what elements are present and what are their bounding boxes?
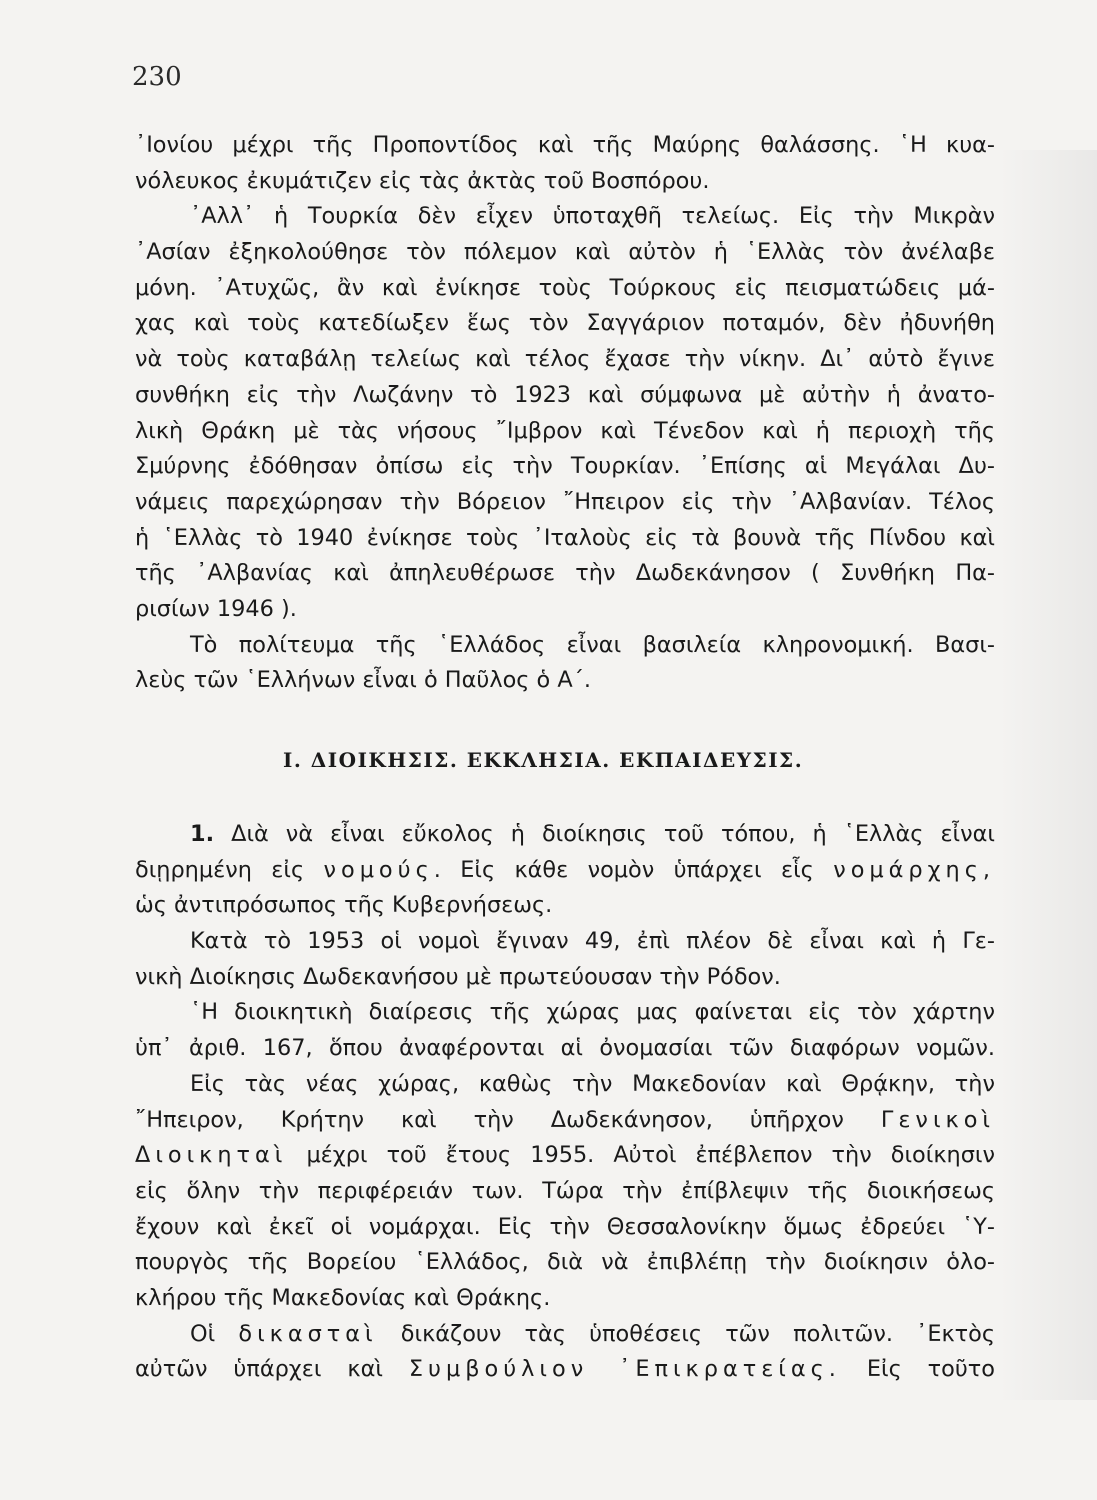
text-fragment: Οἱ bbox=[190, 1320, 216, 1347]
text-line: ἔχουν καὶ ἐκεῖ οἱ νομάρχαι. Εἰς τὴν Θεσσαλονίκην ὅμως ἐδρεύει ῾Υ- bbox=[135, 1213, 995, 1240]
text-line bbox=[135, 1138, 995, 1174]
text-line: νόλευκος ἐκυμάτιζεν εἰς τὰς ἀκτὰς τοῦ Βοσπόρου. bbox=[135, 167, 710, 194]
text-fragment: διῃρημένη εἰς bbox=[135, 856, 305, 883]
text-line: πουργὸς τῆς Βορείου ῾Ελλάδος, διὰ νὰ ἐπιβλέπῃ τὴν διοίκησιν ὁλο- bbox=[135, 1249, 995, 1276]
page-edge-shadow bbox=[1000, 150, 1097, 1400]
text-line: τῆς ᾿Αλβανίας καὶ ἀπηλευθέρωσε τὴν Δωδεκάνησον ( Συνθήκη Πα- bbox=[135, 560, 995, 587]
text-line: νάμεις παρεχώρησαν τὴν Βόρειον ῎Ηπειρον εἰς τὴν ᾿Αλβανίαν. Τέλος bbox=[135, 488, 995, 515]
emphasized-term: Συμβούλιον ᾿Επικρατείας. bbox=[408, 1356, 841, 1383]
emphasized-term: Γενικοὶ bbox=[880, 1106, 995, 1133]
page-number: 230 bbox=[132, 62, 182, 92]
text-line: ὡς ἀντιπρόσωπος τῆς Κυβερνήσεως. bbox=[135, 892, 553, 919]
text-line bbox=[135, 1352, 995, 1388]
text-fragment: Εἰς τοῦτο bbox=[866, 1356, 995, 1383]
text-line: ἡ ῾Ελλὰς τὸ 1940 ἐνίκησε τοὺς ᾿Ιταλοὺς εἰς τὰ βουνὰ τῆς Πίνδου καὶ bbox=[135, 524, 995, 551]
text-line: Κατὰ τὸ 1953 οἱ νομοὶ ἔγιναν 49, ἐπὶ πλέον δὲ εἶναι καὶ ἡ Γε- bbox=[190, 928, 995, 955]
text-line: μόνη. ᾿Ατυχῶς, ἂν καὶ ἐνίκησε τοὺς Τούρκους εἰς πεισματώδεις μά- bbox=[135, 274, 995, 301]
emphasized-term: νομούς bbox=[323, 856, 434, 883]
text-line: Σμύρνης ἐδόθησαν ὀπίσω εἰς τὴν Τουρκίαν. ᾿Επίσης αἱ Μεγάλαι Δυ- bbox=[135, 453, 995, 480]
text-line: εἰς ὅλην τὴν περιφέρειάν των. Τώρα τὴν ἐπίβλεψιν τῆς διοικήσεως bbox=[135, 1177, 995, 1204]
text-line: λεὺς τῶν ῾Ελλήνων εἶναι ὁ Παῦλος ὁ Α΄. bbox=[135, 667, 592, 694]
text-fragment: αὐτῶν ὑπάρχει καὶ bbox=[135, 1356, 383, 1383]
text-fragment: Διὰ νὰ εἶναι εὔκολος ἡ διοίκησις τοῦ τόπου, ἡ ῾Ελλὰς εἶναι bbox=[231, 821, 995, 847]
text-line bbox=[135, 853, 995, 889]
text-line: νικὴ Διοίκησις Δωδεκανήσου μὲ πρωτεύουσαν τὴν Ρόδον. bbox=[135, 963, 781, 990]
text-line: Τὸ πολίτευμα τῆς ῾Ελλάδος εἶναι βασιλεία κληρονομική. Βασι- bbox=[190, 631, 995, 658]
text-line bbox=[135, 1103, 995, 1139]
item-number: 1. bbox=[190, 821, 215, 847]
text-line bbox=[135, 1317, 995, 1353]
text-fragment: μέχρι τοῦ ἔτους 1955. Αὐτοὶ ἐπέβλεπον τὴν διοίκησιν bbox=[306, 1142, 995, 1169]
emphasized-term: Διοικηταὶ bbox=[135, 1142, 288, 1169]
text-line: ᾿Αλλ᾿ ἡ Τουρκία δὲν εἶχεν ὑποταχθῆ τελείως. Εἰς τὴν Μικρὰν bbox=[190, 203, 995, 230]
text-line: Εἰς τὰς νέας χώρας, καθὼς τὴν Μακεδονίαν καὶ Θρᾴκην, τὴν bbox=[190, 1070, 995, 1097]
emphasized-term: δικασταὶ bbox=[238, 1320, 378, 1347]
text-line: χας καὶ τοὺς κατεδίωξεν ἕως τὸν Σαγγάριον ποταμόν, δὲν ἠδυνήθη bbox=[135, 310, 995, 337]
history-text-block bbox=[135, 128, 995, 699]
text-line: ρισίων 1946 ). bbox=[135, 595, 297, 622]
text-fragment: ῎Ηπειρον, Κρήτην καὶ τὴν Δωδεκάνησον, ὑπῆρχον bbox=[135, 1106, 844, 1133]
section-heading: I. ΔΙΟΙΚΗΣΙΣ. ΕΚΚΛΗΣΙΑ. ΕΚΠΑΙΔΕΥΣΙΣ. bbox=[283, 748, 804, 772]
text-line: λικὴ Θράκη μὲ τὰς νήσους ῎Ιμβρον καὶ Τένεδον καὶ ἡ περιοχὴ τῆς bbox=[135, 417, 995, 444]
text-fragment: δικάζουν τὰς ὑποθέσεις τῶν πολιτῶν. ᾿Εκτὸς bbox=[400, 1320, 995, 1347]
emphasized-term: νομάρχης, bbox=[833, 856, 995, 883]
text-line bbox=[135, 817, 995, 853]
text-line: νὰ τοὺς καταβάλῃ τελείως καὶ τέλος ἔχασε τὴν νίκην. Δι᾿ αὐτὸ ἔγινε bbox=[135, 346, 995, 373]
text-line: ᾿Ασίαν ἐξηκολούθησε τὸν πόλεμον καὶ αὐτὸν ἡ ῾Ελλὰς τὸν ἀνέλαβε bbox=[135, 239, 995, 266]
text-line: ὑπ᾿ ἀριθ. 167, ὅπου ἀναφέρονται αἱ ὀνομασίαι τῶν διαφόρων νομῶν. bbox=[135, 1035, 995, 1062]
administration-text-block bbox=[135, 817, 995, 1388]
text-line: συνθήκη εἰς τὴν Λωζάνην τὸ 1923 καὶ σύμφωνα μὲ αὐτὴν ἡ ἀνατο- bbox=[135, 381, 995, 408]
text-line: ᾿Ιονίου μέχρι τῆς Προποντίδος καὶ τῆς Μαύρης θαλάσσης. ῾Η κυα- bbox=[135, 132, 995, 158]
text-fragment: . Εἰς κάθε νομὸν ὑπάρχει εἷς bbox=[433, 856, 814, 883]
text-line: κλήρου τῆς Μακεδονίας καὶ Θράκης. bbox=[135, 1284, 551, 1311]
text-line: ῾Η διοικητικὴ διαίρεσις τῆς χώρας μας φαίνεται εἰς τὸν χάρτην bbox=[190, 999, 995, 1026]
